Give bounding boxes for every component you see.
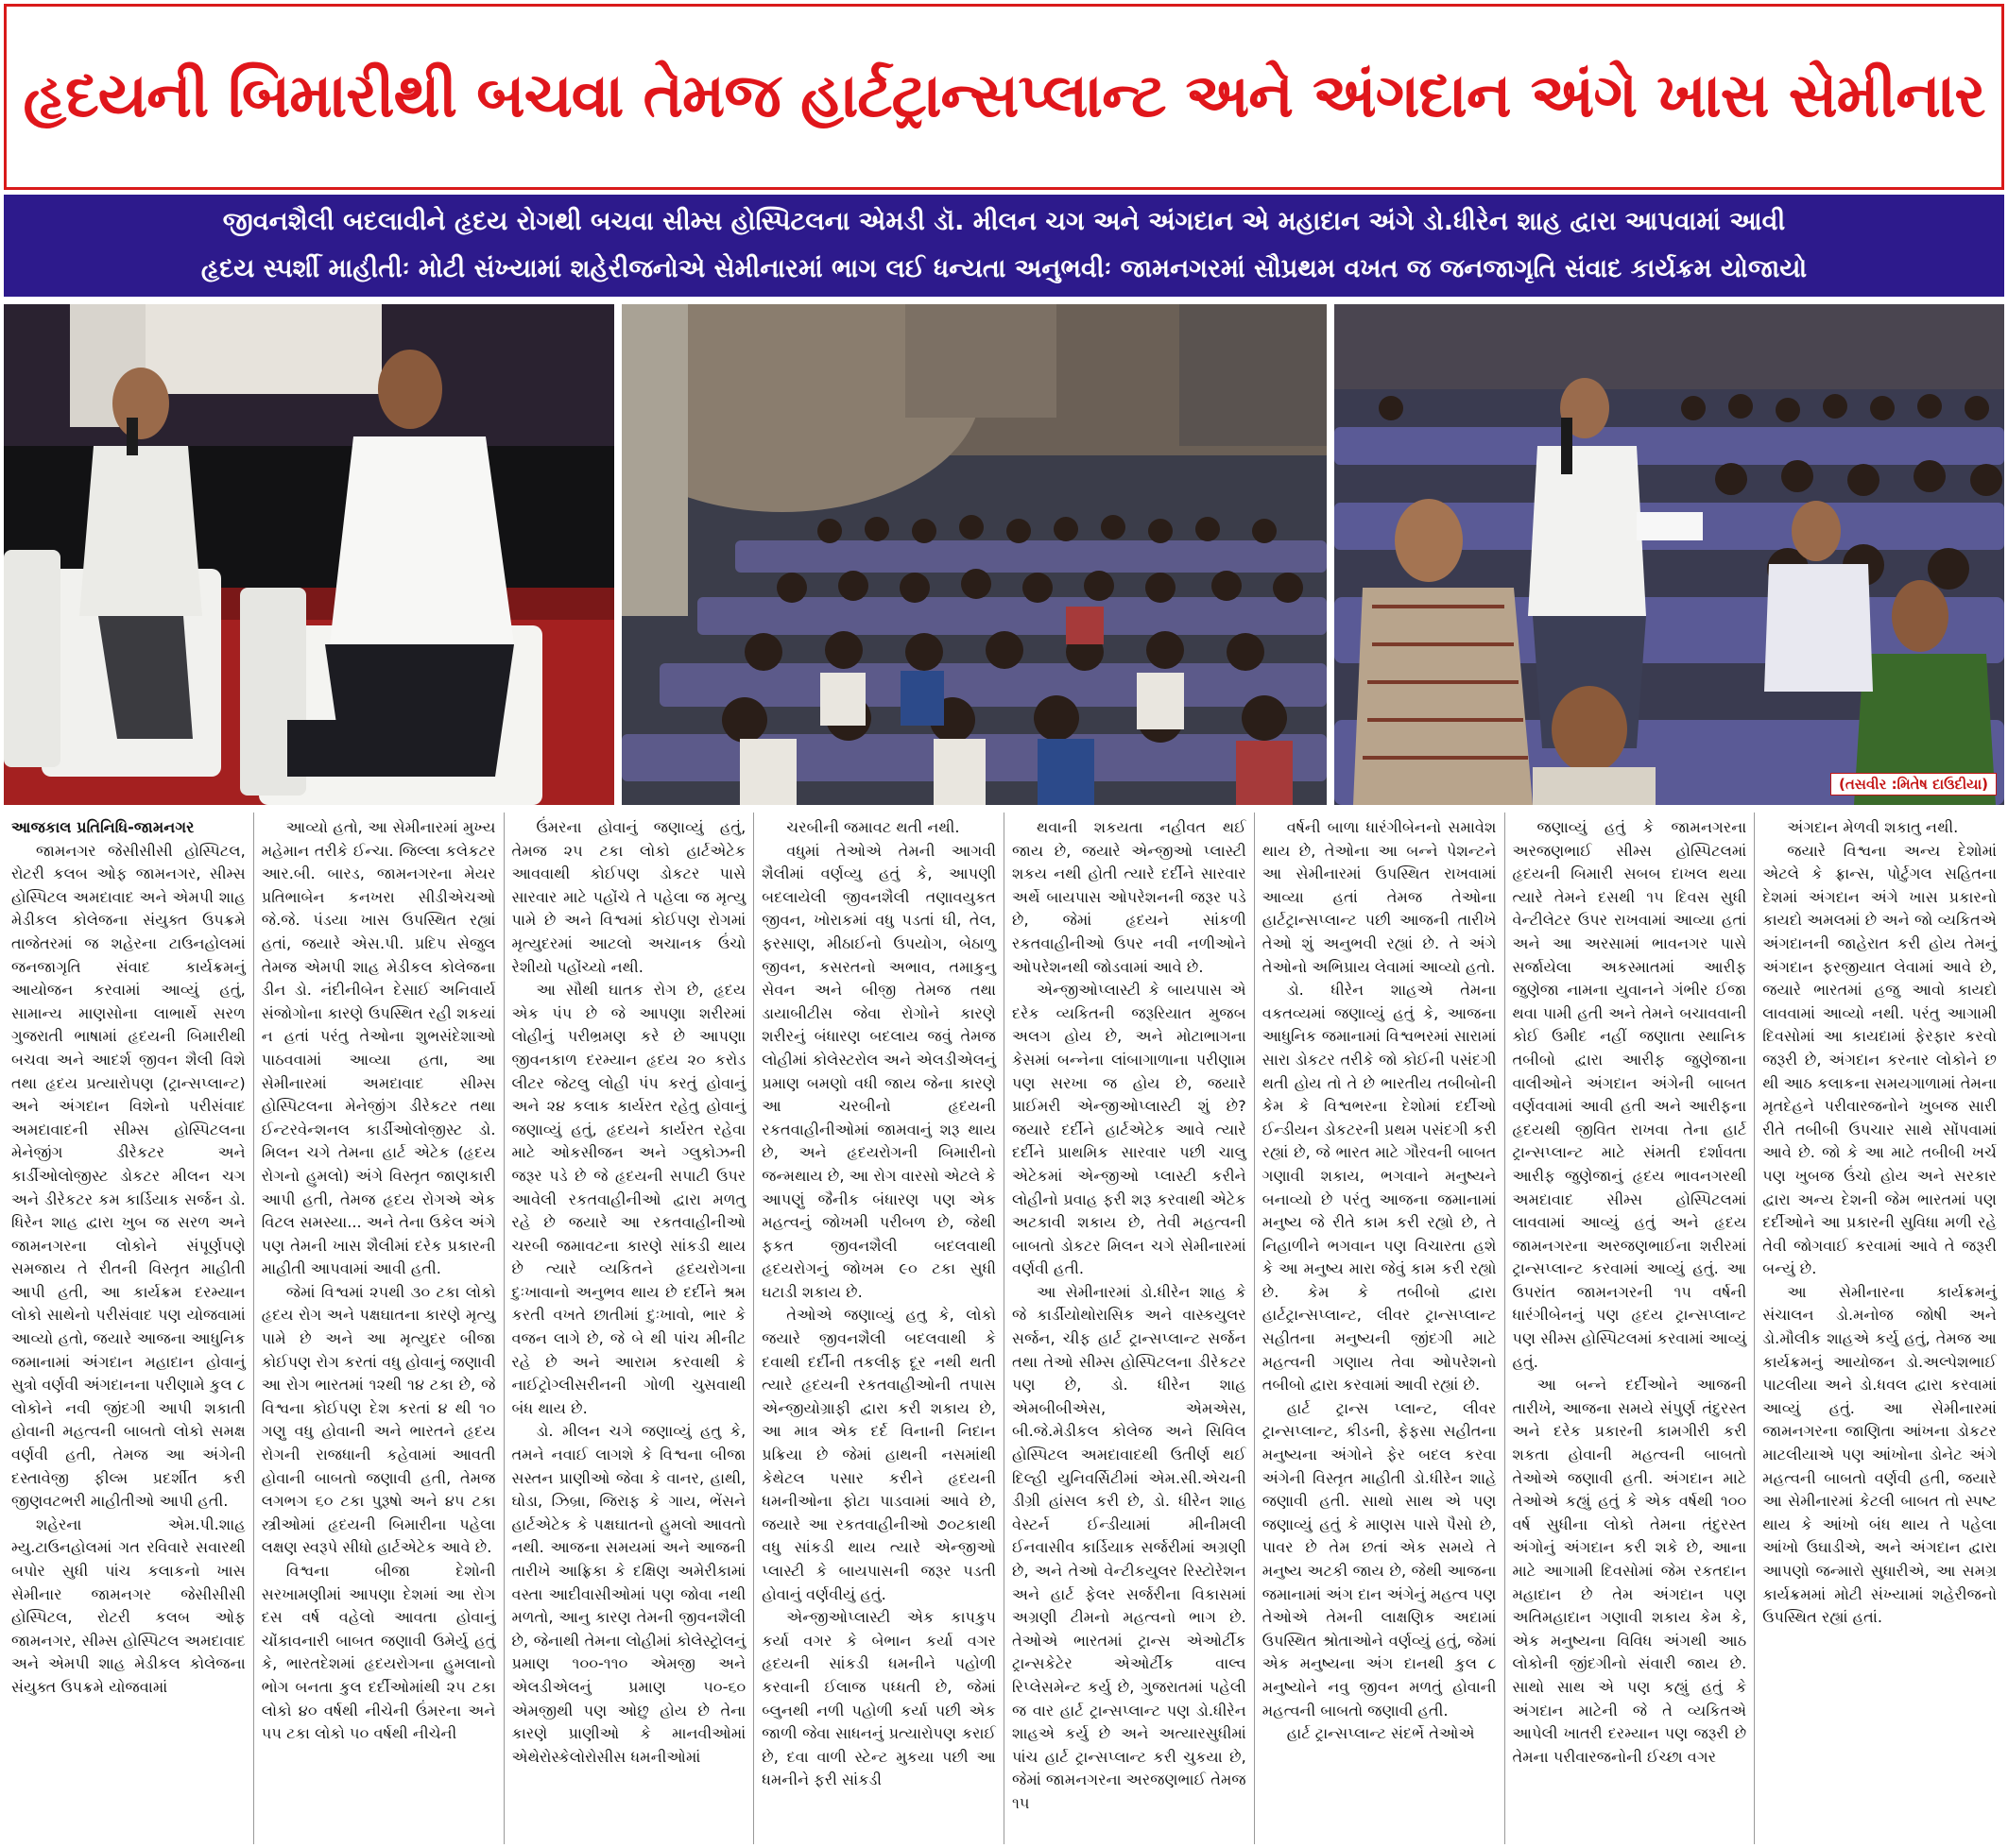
article-column bbox=[254, 813, 505, 1844]
article-paragraph: હાર્ટ ટ્રાન્સ પ્લાન્ટ, લીવર ટ્રાન્સપ્લાન્ટ, કીડની, ફેફસા સહીતના મનુષ્યના અંગોને ફેર બદલ કરવા અંગેની વિસ્તૃત માહીતી ડો.ધીરેન શાહે જણાવી હતી. સાથો સાથ એ પણ જણાવ્યું હતું કે માણસ પાસે પૈસો છે, પાવર છે તેમ છતાં એક સમયે તે મનુષ્ય અટકી જાય છે, જેથી આજના જમાનામાં અંગ દાન અંગેનું મહત્વ પણ તેઓએ તેમની લાક્ષણિક અદામાં ઉપસ્થિત શ્રોતાઓને વર્ણવ્યું હતું, જેમાં એક મનુષ્યના અંગ દાનથી કુલ ૮ મનુષ્યોને નવુ જીવન મળતું હોવાની મહત્વની બાબતો જણાવી હતી. bbox=[1261, 1398, 1497, 1720]
article-paragraph: વિશ્વના બીજા દેશોની સરખામણીમાં આપણા દેશમાં આ રોગ દસ વર્ષ વહેલો આવતા હોવાનું ચોંકાવનારી બાબત જણાવી ઉમેર્યુ હતું કે, ભારતદેશમાં હૃદયરોગના હુમલાનો ભોગ બનતા કુલ દર્દીઓમાંથી ૨૫ ટકા લોકો ૪૦ વર્ષથી નીચેની ઉંમરના અને ૫૫ ટકા લોકો ૫૦ વર્ષથી નીચેની bbox=[261, 1562, 496, 1743]
subheadline-line-2: હૃદય સ્પર્શી માહીતીઃ મોટી સંખ્યામાં શહેરીજનોએ સેમીનારમાં ભાગ લઈ ધન્યતા અનુભવીઃ જામનગરમાં સૌપ્રથમ વખત જ જનજાગૃતિ સંવાદ કાર્યક્રમ યોજાયો bbox=[200, 254, 1808, 283]
headline: હૃદયની બિમારીથી બચવા તેમજ હાર્ટટ્રાન્સપ્લાન્ટ અને અંગદાન અંગે ખાસ સેમીનાર bbox=[23, 61, 1985, 132]
article-paragraph: ડો. મીલન ચગે જણાવ્યું હતુ કે, તમને નવાઈ લાગશે કે વિશ્વના બીજા સસ્તન પ્રાણીઓ જેવા કે વાનર, હાથી, ઘોડા, ઝિબ્રા, જિરાફ કે ગાય, ભેંસને હાર્ટએટેક કે પક્ષઘાતનો હુમલો આવતો નથી. આજના સમયમાં અને આજની તારીખે આફ્રિકા કે દક્ષિણ અમેરીકામાં વસ્તા આદીવાસીઓમાં પણ જોવા નથી મળતો, આનુ કારણ તેમની જીવનશૈલી છે, જેનાથી તેમના લોહીમાં કોલેસ્ટ્રોલનું પ્રમાણ ૧૦૦-૧૧૦ એમજી અને એલડીએલનું પ્રમાણ ૫૦-૬૦ એમજીથી પણ ઓછુ હોય છે તેના કારણે પ્રાણીઓ કે માનવીઓમાં એથેરોસ્કેલોરોસીસ ધમનીઓમાં bbox=[511, 1422, 747, 1766]
article-paragraph: ચરબીની જમાવટ થતી નથી. bbox=[786, 818, 960, 836]
article-paragraph: તેઓએ જણાવ્યું હતુ કે, લોકો જયારે જીવનશૈલી બદલવાથી કે દવાથી દર્દીની તકલીફ દૂર નથી થતી ત્યારે હૃદયની રકતવાહીઓની તપાસ એન્જીયોગ્રાફી દ્વારા કરી શકાય છે, આ માત્ર એક દર્દ વિનાની નિદાન પ્રક્રિયા છે જેમાં હાથની નસમાંથી કેથેટલ પસાર કરીને હૃદયની ધમનીઓના ફોટા પાડવામાં આવે છે, જયારે આ રકતવાહીનીઓ ૭૦ટકાથી વધુ સાંકડી થાય ત્યારે એન્જીઓ પ્લાસ્ટી કે બાયપાસની જરૂર પડતી હોવાનું વર્ણવીયું હતું. bbox=[762, 1306, 996, 1603]
subheadline-line-1: જીવનશૈલી બદલાવીને હૃદય રોગથી બચવા સીમ્સ હોસ્પિટલના એમડી ડૉ. મીલન ચગ અને અંગદાન એ મહાદાન અંગે ડો.ધીરેન શાહ દ્વારા આપવામાં આવી bbox=[222, 207, 1786, 236]
article-column bbox=[505, 813, 755, 1844]
article-paragraph: વર્ષની બાળા ધારંગીબેનનો સમાવેશ થાય છે, તેઓના આ બન્ને પેશન્ટને આ સેમીનારમાં ઉપસ્થિત રાખવામાં આવ્યા હતાં તેમજ તેઓના હાર્ટટ્રાન્સપ્લાન્ટ પછી આજની તારીખે તેઓ શું અનુભવી રહ્યાં છે. તે અંગે તેઓનો અભિપ્રાય લેવામાં આવ્યો હતો. bbox=[1261, 818, 1497, 976]
article-paragraph: એન્જીઓપ્લાસ્ટી કે બાયપાસ એ દરેક વ્યકિતની જરૂરિયાત મુજબ અલગ હોય છે, અને મોટાભાગના કેસમાં બન્નેના લાંબાગાળાના પરીણામ પણ સરખા જ હોય છે, જયારે પ્રાઈમરી એન્જીઓપ્લાસ્ટી શું છે? જયારે દર્દીને હાર્ટએટેક આવે ત્યારે દર્દીને પ્રાથમિક સારવાર પછી ચાલુ એટેકમાં એન્જીઓ પ્લાસ્ટી કરીને લોહીનો પ્રવાહ ફરી શરૂ કરવાથી એટેક અટકાવી શકાય છે, તેવી મહત્વની બાબતો ડોકટર મિલન ચગે સેમીનારમાં વર્ણવી હતી. bbox=[1012, 981, 1246, 1278]
headline-banner bbox=[4, 4, 2004, 190]
article-column bbox=[754, 813, 1004, 1844]
article-column bbox=[1505, 813, 1756, 1844]
article-column bbox=[1755, 813, 2004, 1844]
article-paragraph: અંગદાન મેળવી શકાતુ નથી. bbox=[1787, 818, 1959, 836]
article-paragraph: થવાની શકયતા નહીવત થઈ જાય છે, જયારે એન્જીઓ પ્લાસ્ટી શકય નથી હોતી ત્યારે દર્દીને સારવાર અર્થે બાયપાસ ઓપરેશનની જરૂર પડે છે, જેમાં હૃદયને સાંકળી રકતવાહીનીઓ ઉપર નવી નળીઓને ઓપરેશનથી જોડવામાં આવે છે. bbox=[1012, 818, 1246, 976]
article-column bbox=[4, 813, 254, 1844]
article-paragraph: શહેરના એમ.પી.શાહ મ્યુ.ટાઉનહોલમાં ગત રવિવારે સવારથી બપોર સુધી પાંચ કલાકનો ખાસ સેમીનાર જામનગર જેસીસીસી હોસ્પિટલ, રોટરી કલબ ઓફ જામનગર, સીમ્સ હોસ્પિટલ અમદાવાદ અને એમપી શાહ મેડીકલ કોલેજના સંયુક્ત ઉપક્રમે યોજવામાં bbox=[11, 1514, 246, 1696]
byline: આજકાલ પ્રતિનિધિ-જામનગર bbox=[11, 818, 195, 836]
article-paragraph: આ સેમીનારના કાર્યક્રમનું સંચાલન ડો.મનોજ જોષી અને ડો.મૌલીક શાહએ કર્યુ હતું, તેમજ આ કાર્યક્રમનું આયોજન ડો.અલ્પેશભાઈ પાટલીયા અને ડો.ધવલ દ્વારા કરવામાં આવ્યું હતું. આ સેમીનારમાં જામનગરના જાણિતા આંખના ડોકટર માટલીયાએ પણ આંખોના ડોનેટ અંગે મહત્વની બાબતો વર્ણવી હતી, જયારે આ સેમીનારમાં કેટલી બાબત તો સ્પષ્ટ થાય કે આંખો બંધ થાય તે પહેલા આંખો ઉઘાડીએ, અને અંગદાન દ્વારા આપણો જન્મારો સુધારીએ, આ સમગ્ર કાર્યક્રમમાં મોટી સંખ્યામાં શહેરીજનો ઉપસ્થિત રહ્યાં હતાં. bbox=[1762, 1282, 1997, 1627]
photo-audience-hall bbox=[622, 304, 1327, 805]
article-paragraph: ડો. ધીરેન શાહએ તેમના વકતવ્યમાં જણાવ્યું હતું કે, આજના આધુનિક જમાનામાં વિશ્વભરમાં સારામાં સારા ડોકટર તરીકે જો કોઈની પસંદગી થતી હોય તો તે છે ભારતીય તબીબોની કેમ કે વિશ્વભરના દેશોમાં દર્દીઓ ઈન્ડીયન ડોકટરની પ્રથમ પસંદગી કરી રહ્યાં છે, જે ભારત માટે ગૌરવની બાબત ગણાવી શકાય, ભગવાને મનુષ્યને બનાવ્યો છે પરંતુ આજના જમાનામાં મનુષ્ય જે રીતે કામ કરી રહ્યો છે, તે નિહાળીને ભગવાન પણ વિચારતા હશે કે આ મનુષ્ય મારા જેવું કામ કરી રહ્યો છે. કેમ કે તબીબો દ્વારા હાર્ટટ્રાન્સપ્લાન્ટ, લીવર ટ્રાન્સપ્લાન્ટ સહીતના મનુષ્યની જીંદગી માટે મહત્વની ગણાય તેવા ઓપરેશનો તબીબો દ્વારા કરવામાં આવી રહ્યાં છે. bbox=[1261, 981, 1497, 1395]
article-paragraph: હાર્ટ ટ્રાન્સપ્લાન્ટ સંદર્ભે તેઓએ bbox=[1286, 1724, 1475, 1743]
photo-speakers bbox=[4, 304, 614, 805]
article-column bbox=[1255, 813, 1505, 1844]
article-paragraph: વધુમાં તેઓએ તેમની આગવી શૈલીમાં વર્ણવ્યુ હતું કે, આપણી બદલાયેલી જીવનશૈલી તણાવયુકત જીવન, ખોરાકમાં વધુ પડતાં ઘી, તેલ, ફરસાણ, મીઠાઈનો ઉપયોગ, બેઠાળુ જીવન, કસરતનો અભાવ, તમાકુનુ સેવન અને બીજી તેમજ તથા ડાયાબીટીસ જેવા રોગોને કારણે શરીરનું બંધારણ બદલાય જવું તેમજ લોહીમાં કોલેસ્ટરોલ અને એલડીએલનું પ્રમાણ બમણો વધી જાય જેના કારણે આ ચરબીનો હૃદયની રકતવાહીનીઓમાં જામવાનું શરૂ થાય છે, અને હૃદયરોગની બિમારીનો જન્મથાય છે, આ રોગ વારસો એટલે કે આપણું જૈનીક બંધારણ પણ એક મહત્વનું જોખમી પરીબળ છે, જેથી ફકત જીવનશૈલી બદલવાથી હૃદયરોગનું જોખમ ૯૦ ટકા સુધી ઘટાડી શકાય છે. bbox=[762, 841, 996, 1301]
article-column bbox=[1004, 813, 1255, 1844]
article-paragraph: આવ્યો હતો, આ સેમીનારમાં મુખ્ય મહેમાન તરીકે ઈન્ચા. જિલ્લા કલેકટર આર.બી. બારડ, જામનગરના મેયર પ્રતિભાબેન કનખરા સીડીએચઓ જે.જે. પંડયા ખાસ ઉપસ્થિત રહ્યાં હતાં, જયારે એસ.પી. પ્રદિપ સેજુલ તેમજ એમપી શાહ મેડીકલ કોલેજના ડીન ડો. નંદીનીબેન દેસાઈ અનિવાર્ય સંજોગોના કારણે ઉપસ્થિત રહી શકયાં ન હતાં પરંતુ તેઓના શુભસંદેશાઓ પાઠવવામાં આવ્યા હતા, આ સેમીનારમાં અમદાવાદ સીમ્સ હોસ્પિટલના મેનેજીંગ ડીરેકટર તથા ઈન્ટરવેન્શનલ કાર્ડીઓલોજીસ્ટ ડો. મિલન ચગે તેમના હાર્ટ એટેક (હૃદય રોગનો હુમલો) અંગે વિસ્તૃત જાણકારી આપી હતી, તેમજ હૃદય રોગએ એક વિટલ સમસ્યા... અને તેના ઉકેલ અંગે પણ તેમની ખાસ શૈલીમાં દરેક પ્રકારની માહીતી આપવામાં આવી હતી. bbox=[261, 818, 496, 1278]
article-paragraph: જણાવ્યું હતું કે જામનગરના અરજણભાઈ સીમ્સ હોસ્પિટલમાં હૃદયની બિમારી સબબ દાખલ થયા ત્યારે તેમને દસથી ૧૫ દિવસ સુધી વેન્ટીલેટર ઉપર રાખવામાં આવ્યા હતાં અને આ અરસામાં ભાવનગર પાસે સર્જાયેલા અકસ્માતમાં આરીફ જુણેજા નામના યુવાનને ગંભીર ઈજા થવા પામી હતી અને તેમને બચાવવાની કોઈ ઉમીદ નહીં જણાતા સ્થાનિક તબીબો દ્વારા આરીફ જુણેજાના વાલીઓને અંગદાન અંગેની બાબત વર્ણવવામાં આવી હતી અને આરીફના હૃદયથી જીવિત રાખવા તેના હાર્ટ ટ્રાન્સપ્લાન્ટ માટે સંમતી દર્શાવતા આરીફ જુણેજાનું હૃદય ભાવનગરથી અમદાવાદ સીમ્સ હોસ્પિટલમાં લાવવામાં આવ્યું હતું અને હૃદય જામનગરના અરજણભાઈના શરીરમાં ટ્રાન્સપ્લાન્ટ કરવામાં આવ્યું હતું. આ ઉપરાંત જામનગરની ૧૫ વર્ષની ધારંગીબેનનું પણ હૃદય ટ્રાન્સપ્લાન્ટ પણ સીમ્સ હોસ્પિટલમાં કરવામાં આવ્યું હતું. bbox=[1512, 818, 1747, 1371]
article-paragraph: જેમાં વિશ્વમાં ૨૫થી ૩૦ ટકા લોકો હૃદય રોગ અને પક્ષઘાતના કારણે મૃત્યુ પામે છે અને આ મૃત્યુદર બીજા કોઈપણ રોગ કરતાં વધુ હોવાનું જણાવી આ રોગ ભારતમાં ૧૨થી ૧૪ ટકા છે, જે વિશ્વના કોઈપણ દેશ કરતાં ૪ થી ૧૦ ગણુ વધુ હોવાની અને ભારતને હૃદય રોગની રાજધાની કહેવામાં આવતી હોવાની બાબતો જણાવી હતી, તેમજ લગભગ ૬૦ ટકા પુરૂષો અને ૪૫ ટકા સ્ત્રીઓમાં હૃદયની બિમારીના પહેલા લક્ષણ સ્વરૂપે સીધો હાર્ટએટેક આવે છે. bbox=[261, 1282, 496, 1557]
article-paragraph: જામનગર જેસીસીસી હોસ્પિટલ, રોટરી કલબ ઓફ જામનગર, સીમ્સ હોસ્પિટલ અમદાવાદ અને એમપી શાહ મેડીકલ કોલેજના સંયુક્ત ઉપક્રમે તાજેતરમાં જ શહેરના ટાઉનહોલમાં જનજાગૃતિ સંવાદ કાર્યક્રમનું આયોજન કરવામાં આવ્યું હતું, સામાન્ય માણસોના લાભાર્થે સરળ ગુજરાતી ભાષામાં હૃદયની બિમારીથી બચવા અને આદર્શ જીવન શૈલી વિશે તથા હૃદય પ્રત્યારોપણ (ટ્રાન્સપ્લાન્ટ) અને અંગદાન વિશેનો પરીસંવાદ અમદાવાદની સીમ્સ હોસ્પિટલના મેનેજીંગ ડીરેકટર અને કાર્ડીઓલોજીસ્ટ ડોકટર મીલન ચગ અને ડીરેકટર કમ કાર્ડિયાક સર્જન ડો. ધિરેન શાહ દ્વારા ખુબ જ સરળ અને જામનગરના લોકોને સંપૂર્ણપણે સમજાય તે રીતની વિસ્તૃત માહીતી આપી હતી, આ કાર્યક્રમ દરમ્યાન લોકો સાથેનો પરીસંવાદ પણ યોજવામાં આવ્યો હતો, જયારે આજના આધુનિક જમાનામાં અંગદાન મહાદાન હોવાનું સુત્રો વર્ણવી અંગદાનના પરીણામે કુલ ૮ લોકોને નવી જીંદગી આપી શકાતી હોવાની મહત્વની બાબતો લોકો સમક્ષ વર્ણવી હતી, તેમજ આ અંગેની દસ્તાવેજી ફીલ્મ પ્રદર્શીત કરી જીણવટભરી માહીતીઓ આપી હતી. bbox=[11, 841, 246, 1511]
article-paragraph: ઉંમરના હોવાનું જણાવ્યું હતું, તેમજ ૨૫ ટકા લોકો હાર્ટએટેક આવવાથી કોઈપણ ડોકટર પાસે સારવાર માટે પહોંચે તે પહેલા જ મૃત્યુ પામે છે અને વિશ્વમાં કોઈપણ રોગમાં મૃત્યુદરમાં આટલો અચાનક ઉંચો રેશીયો પહોંચ્યો નથી. bbox=[511, 818, 747, 976]
article-paragraph: એન્જીઓપ્લાસ્ટી એક કાપકુપ કર્યા વગર કે બેભાન કર્યા વગર હૃદયની સાંકડી ધમનીને પહોળી કરવાની ઈલાજ પધ્ધતી છે, જેમાં બ્લુનથી નળી પહોળી કર્યા પછી એક જાળી જેવા સાધનનું પ્રત્યારોપણ કરાઈ છે, દવા વાળી સ્ટેન્ટ મુકયા પછી આ ધમનીને ફરી સાંકડી bbox=[762, 1608, 996, 1789]
article-paragraph: આ સેમીનારમાં ડો.ધીરેન શાહ કે જે કાર્ડીયોથોરાસિક અને વાસ્કયુલર સર્જન, ચીફ હાર્ટ ટ્રાન્સપ્લાન્ટ સર્જન તથા તેઓ સીમ્સ હોસ્પિટલના ડીરેકટર પણ છે, ડો. ધીરેન શાહ એમબીબીએસ, એમએસ, બી.જે.મેડીકલ કોલેજ અને સિવિલ હોસ્પિટલ અમદાવાદથી ઉતીર્ણ થઈ દિલ્હી યુનિવર્સિટીમાં એમ.સી.એચની ડીગ્રી હાંસલ કરી છે, ડો. ધીરેન શાહ વેસ્ટર્ન ઈન્ડીયામાં મીનીમલી ઈનવાસીવ કાર્ડિયાક સર્જરીમાં અગ્રણી છે, અને તેઓ વેન્ટીકયુલર રિસ્ટોરેશન અને હાર્ટ ફેલર સર્જરીના વિકાસમાં અગ્રણી ટીમનો મહત્વનો ભાગ છે. તેઓએ ભારતમાં ટ્રાન્સ એઓર્ટીક ટ્રાન્સકેટેર એઓર્ટીક વાલ્વ રિપ્લેસમેન્ટ કર્યુ છે, ગુજરાતમાં પહેલી જ વાર હાર્ટ ટ્રાન્સપ્લાન્ટ પણ ડો.ધીરેન શાહએ કર્યુ છે અને અત્યારસુધીમાં પાંચ હાર્ટ ટ્રાન્સપ્લાન્ટ કરી ચુકયા છે, જેમાં જામનગરના અરજણભાઈ તેમજ ૧૫ bbox=[1012, 1282, 1246, 1812]
photo-audience-question bbox=[1334, 304, 2004, 805]
subheadline-banner bbox=[4, 195, 2004, 297]
article-paragraph: આ સૌથી ઘાતક રોગ છે, હૃદય એક પંપ છે જે આપણા શરીરમાં લોહીનું પરીભ્રમણ કરે છે આપણા જીવનકાળ દરમ્યાન હૃદય ૨૦ કરોડ લીટર જેટલુ લોહી પંપ કરતું હોવાનું અને ૨૪ કલાક કાર્યરત રહેતુ હોવાનું જણાવ્યું હતું, હૃદયને કાર્યરત રહેવા માટે ઓકસીજન અને ગ્લુકોઝની જરૂર પડે છે જે હૃદયની સપાટી ઉપર આવેલી રકતવાહીનીઓ દ્વારા મળતુ રહે છે જયારે આ રકતવાહીનીઓ ચરબી જમાવટના કારણે સાંકડી થાય છે ત્યારે વ્યકિતને હૃદયરોગના દુઃખાવાનો અનુભવ થાય છે દર્દીને શ્રમ કરતી વખતે છાતીમાં દુઃખાવો, ભાર કે વજન લાગે છે, જે બે થી પાંચ મીનીટ રહે છે અને આરામ કરવાથી કે નાઈટ્રોગ્લીસરીનની ગોળી ચુસવાથી બંધ થાય છે. bbox=[511, 981, 747, 1417]
article-paragraph: આ બન્ને દર્દીઓને આજની તારીખે, આજના સમયે સંપુર્ણ તંદુરસ્ત અને દરેક પ્રકારની કામગીરી કરી શકતા હોવાની મહત્વની બાબતો તેઓએ જણાવી હતી. અંગદાન માટે તેઓએ કહ્યું હતું કે એક વર્ષથી ૧૦૦ વર્ષ સુધીના લોકો તેમના તંદુરસ્ત અંગોનું અંગદાન કરી શકે છે, આના માટે આગામી દિવસોમાં જેમ રકતદાન મહાદાન છે તેમ અંગદાન પણ અતિમહાદાન ગણાવી શકાય કેમ કે, એક મનુષ્યના વિવિધ અંગથી આઠ લોકોની જીંદગીનો સંવારી જાય છે. સાથો સાથ એ પણ કહ્યું હતું કે અંગદાન માટેની જે તે વ્યકિતએ આપેલી ખાતરી દરમ્યાન પણ જરૂરી છે તેમના પરીવારજનોની ઈચ્છા વગર bbox=[1512, 1376, 1747, 1766]
article-body bbox=[4, 813, 2004, 1844]
article-paragraph: જયારે વિશ્વના અન્ય દેશોમાં એટલે કે ફ્રાન્સ, પોર્ટુગલ સહિતના દેશમાં અંગદાન અંગે ખાસ પ્રકારનો કાયદો અમલમાં છે અને જો વ્યકિતએ અંગદાનની જાહેરાત કરી હોય તેમનું અંગદાન ફરજીયાત લેવામાં આવે છે, જયારે ભારતમાં હજુ આવો કાયદો લાવવામાં આવ્યો નથી. પરંતુ આગામી દિવસોમાં આ કાયદામાં ફેરફાર કરવો જરૂરી છે, અંગદાન કરનાર લોકોને છ થી આઠ કલાકના સમયગાળામાં તેમના મૃતદેહને પરીવારજનોને ખુબજ સારી રીતે તબીબી ઉપચાર સાથે સોંપવામાં આવે છે. જો કે આ માટે તબીબી ખર્ચ પણ ખુબજ ઉંચો હોય અને સરકાર દ્વારા અન્ય દેશની જેમ ભારતમાં પણ દર્દીઓને આ પ્રકારની સુવિધા મળી રહે તેવી જોગવાઈ કરવામાં આવે તે જરૂરી બન્યું છે. bbox=[1762, 841, 1997, 1278]
photo-credit: (તસવીર :મિતેષ દાઉદીયા) bbox=[1830, 773, 1997, 796]
